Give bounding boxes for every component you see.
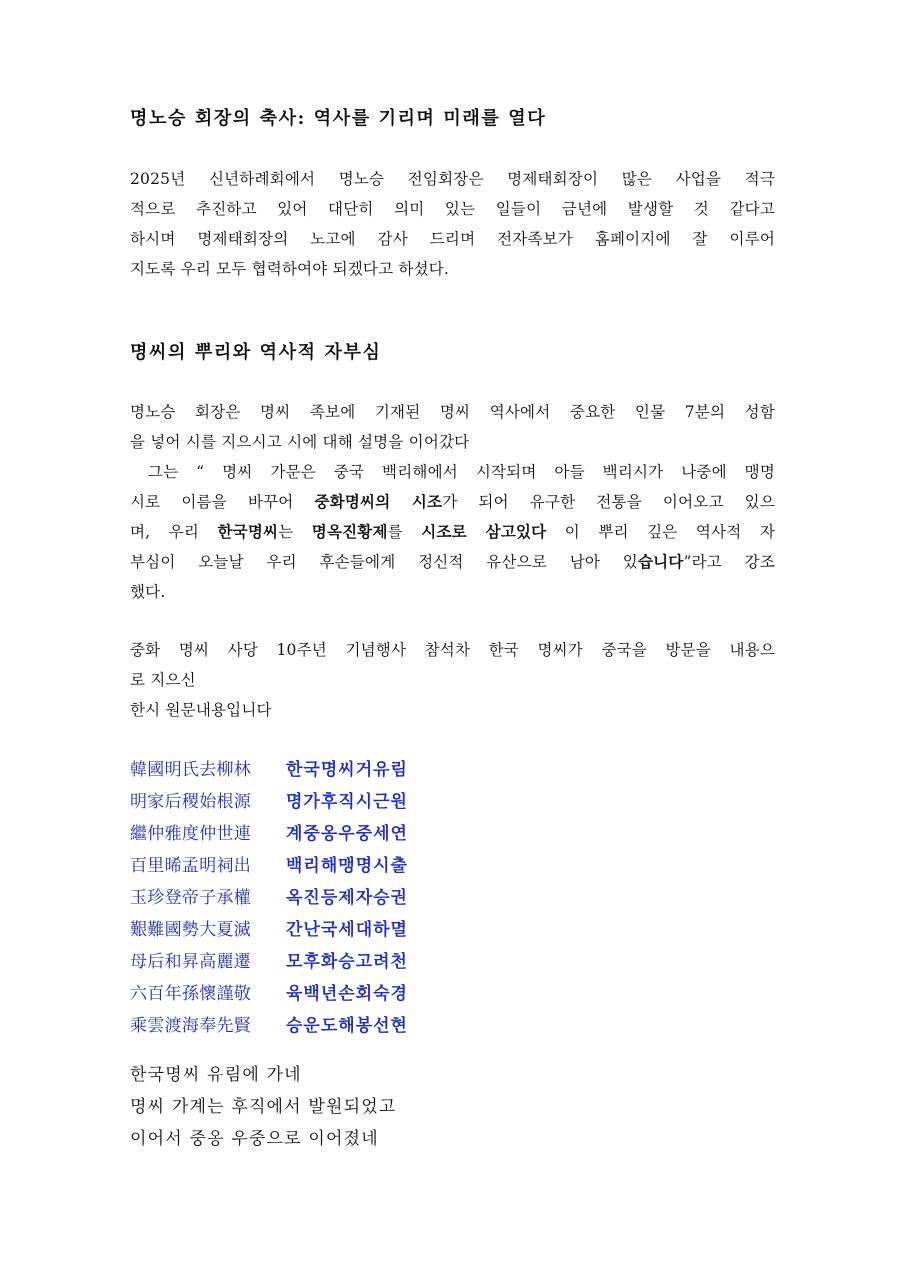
text-run: ”라고 강조 — [683, 553, 775, 571]
paragraph-line: 2025년 신년하례회에서 명노승 전임회장은 명제태회장이 많은 사업을 적극 — [130, 170, 775, 188]
paragraph-line — [130, 517, 775, 547]
poem-line — [130, 911, 450, 943]
poem-hangul: 승운도해봉선현 — [286, 1015, 408, 1036]
paragraph-line: 그는 “ 명씨 가문은 중국 백리해에서 시작되며 아들 백리시가 나중에 맹명 — [130, 463, 775, 481]
paragraph-line: 명노승 회장은 명씨 족보에 기재된 명씨 역사에서 중요한 인물 7분의 성함 — [130, 403, 775, 421]
text-run: 며, 우리 — [130, 523, 218, 541]
poem-hanja: 明家后稷始根源 — [130, 791, 252, 812]
paragraph-line: 하시며 명제태회장의 노고에 감사 드리며 전자족보가 홈페이지에 잘 이루어 — [130, 230, 775, 248]
poem-hanja: 百里晞孟明祠出 — [130, 855, 252, 876]
translation-line: 한국명씨 유림에 가네 — [130, 1065, 302, 1085]
text-run: 시로 이름을 바꾸어 — [130, 493, 315, 511]
text-run: 부심이 오늘날 우리 후손들에게 정신적 유산으로 남아 있 — [130, 553, 638, 571]
paragraph-line — [130, 547, 775, 577]
poem-hangul: 육백년손회숙경 — [286, 983, 408, 1004]
text-run: 가 되어 유구한 전통을 이어오고 있으 — [442, 493, 775, 511]
paragraph-line: 한시 원문내용입니다 — [130, 701, 272, 719]
poem-hangul: 모후화승고려천 — [286, 951, 408, 972]
poem-line — [130, 1007, 450, 1039]
text-run: 는 — [278, 523, 312, 541]
poem-line — [130, 815, 450, 847]
text-run: 이 뿌리 깊은 역사적 자 — [546, 523, 775, 541]
emphasis-text: 시조로 삼고있다 — [421, 522, 547, 541]
paragraph-new-year-speech — [130, 164, 775, 284]
section-heading-roots-and-pride: 명씨의 뿌리와 역사적 자부심 — [130, 342, 382, 363]
paragraph-family-history — [130, 397, 775, 607]
document-content — [130, 104, 775, 1155]
paragraph-line: 로 지으신 — [130, 671, 196, 689]
translation-line: 명씨 가계는 후직에서 발원되었고 — [130, 1097, 397, 1117]
emphasis-text: 습니다 — [637, 552, 684, 571]
poem-hangul: 간난국세대하멸 — [286, 919, 408, 940]
poem-hangul: 명가후직시근원 — [286, 791, 408, 812]
poem-line — [130, 975, 450, 1007]
poem-line — [130, 879, 450, 911]
emphasis-text: 중화명씨의 시조 — [314, 492, 443, 511]
paragraph-line: 했다. — [130, 583, 166, 601]
emphasis-text: 한국명씨 — [217, 522, 279, 541]
hanja-poem — [130, 751, 450, 1039]
poem-hangul: 옥진등제자승권 — [286, 887, 408, 908]
poem-line — [130, 847, 450, 879]
poem-hanja: 繼仲雅度仲世連 — [130, 823, 252, 844]
poem-hangul: 한국명씨거유림 — [286, 759, 408, 780]
poem-line — [130, 943, 450, 975]
section-heading-congratulatory-speech: 명노승 회장의 축사: 역사를 기리며 미래를 열다 — [130, 108, 547, 129]
text-run: 를 — [387, 523, 422, 541]
poem-hanja: 玉珍登帝子承權 — [130, 887, 252, 908]
poem-hanja: 六百年孫懷謹敬 — [130, 983, 252, 1004]
poem-hanja: 艱難國勢大夏滅 — [130, 919, 252, 940]
paragraph-line: 중화 명씨 사당 10주년 기념행사 참석차 한국 명씨가 중국을 방문을 내용으 — [130, 641, 775, 659]
poem-line — [130, 783, 450, 815]
poem-hanja: 母后和昇高麗遷 — [130, 951, 252, 972]
paragraph-line: 적으로 추진하고 있어 대단히 의미 있는 일들이 금년에 발생할 것 같다고 — [130, 200, 775, 218]
poem-hangul: 계중옹우중세연 — [286, 823, 408, 844]
paragraph-line — [130, 487, 775, 517]
paragraph-poem-intro — [130, 635, 775, 725]
poem-hangul: 백리해맹명시출 — [286, 855, 408, 876]
translation-line: 이어서 중옹 우중으로 이어졌네 — [130, 1129, 379, 1149]
poem-hanja: 韓國明氏去柳林 — [130, 759, 252, 780]
poem-hanja: 乘雲渡海奉先賢 — [130, 1015, 252, 1036]
paragraph-line: 지도록 우리 모두 협력하여야 되겠다고 하셨다. — [130, 260, 450, 278]
poem-translation — [130, 1059, 775, 1155]
paragraph-line: 을 넣어 시를 지으시고 시에 대해 설명을 이어갔다 — [130, 433, 470, 451]
emphasis-text: 명옥진황제 — [311, 522, 388, 541]
poem-line — [130, 751, 450, 783]
